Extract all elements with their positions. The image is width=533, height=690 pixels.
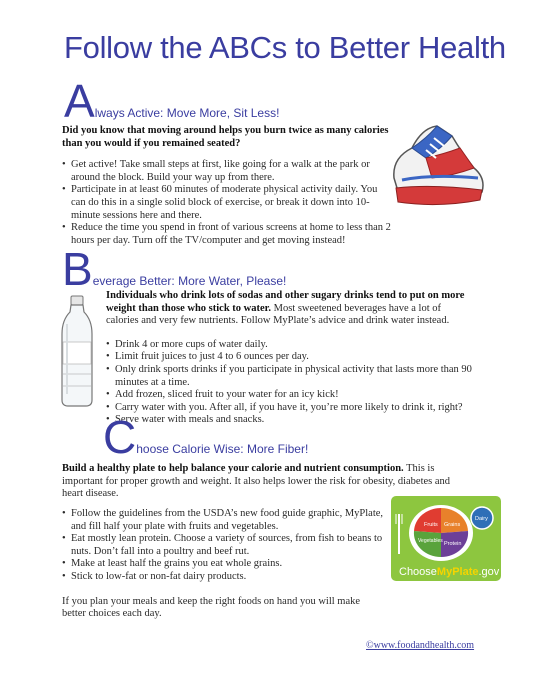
list-item: • Serve water with meals and snacks. xyxy=(106,414,476,427)
footer-copyright-link[interactable]: ©www.foodandhealth.com xyxy=(366,640,475,651)
list-item: • Limit fruit juices to just 4 to 6 ounces per day. xyxy=(106,351,476,364)
section-b-letter: B xyxy=(62,243,93,295)
section-c-body xyxy=(62,508,384,621)
section-b-intro-rest: Most sweetened beverages have a lot of calories and very few nutrients. Follow MyPlate’s advice and drink water instead. xyxy=(106,302,450,327)
section-b-body xyxy=(106,290,476,427)
section-a-heading-text: lways Active: Move More, Sit Less! xyxy=(94,106,280,120)
section-c-closing: If you plan your meals and keep the right foods on hand you will make better choices each day. xyxy=(62,595,361,620)
list-item: • Eat mostly lean protein. Choose a variety of sources, from fish to beans to nuts. Don’t fall into a poultry and beef rut. xyxy=(62,533,384,558)
section-b-heading-text: everage Better: More Water, Please! xyxy=(92,274,287,288)
myplate-brand-text: MyPlate xyxy=(436,566,479,578)
sneaker-icon xyxy=(382,118,492,210)
section-c-intro-rest: This is important for proper growth and weight. It also helps lower the risk for obesity, diabetes and heart disease. xyxy=(62,463,451,500)
section-b-heading xyxy=(62,243,287,295)
section-a-list xyxy=(62,159,392,247)
list-item: • Reduce the time you spend in front of various screens at home to less than 2 hours per day. Turn off the TV/computer and get moving instead! xyxy=(62,222,392,247)
myplate-fruits-label: Fruits xyxy=(424,522,438,528)
list-item: • Follow the guidelines from the USDA’s new food guide graphic, MyPlate, and fill half your plate with fruits and vegetables. xyxy=(62,508,384,533)
myplate-suffix-text: .gov xyxy=(478,566,500,578)
section-a-heading xyxy=(64,75,280,127)
myplate-logo-icon xyxy=(391,496,501,581)
section-c-list xyxy=(62,508,384,584)
list-item: • Carry water with you. After all, if you have it, you’re more likely to drink it, right? xyxy=(106,402,476,415)
water-bottle-icon xyxy=(58,294,96,409)
section-b-intro-bold: Individuals who drink lots of sodas and other sugary drinks tend to put on more weight than those who stick to water. xyxy=(106,290,465,314)
myplate-vegetables-label: Vegetables xyxy=(418,538,443,544)
page-title: Follow the ABCs to Better Health xyxy=(64,30,506,65)
myplate-dairy-label: Dairy xyxy=(475,516,488,522)
list-item: • Drink 4 or more cups of water daily. xyxy=(106,339,476,352)
myplate-grains-label: Grains xyxy=(444,522,461,528)
myplate-choose-text: Choose xyxy=(399,566,437,578)
list-item: • Only drink sports drinks if you participate in physical activity that lasts more than 90 minutes at a time. xyxy=(106,364,476,389)
section-a-letter: A xyxy=(64,75,95,127)
section-c-letter: C xyxy=(103,411,137,463)
list-item: • Add frozen, sliced fruit to your water for an icy kick! xyxy=(106,389,476,402)
section-a-intro: Did you know that moving around helps you burn twice as many calories than you would if you remained seated? xyxy=(62,125,389,149)
list-item: • Get active! Take small steps at first, like going for a walk at the park or around the block. Build your way up from there. xyxy=(62,159,392,184)
section-c-heading-text: hoose Calorie Wise: More Fiber! xyxy=(136,442,309,456)
list-item: • Participate in at least 60 minutes of moderate physical activity daily. You can do this in a single solid block of exercise, or break it down into 10-minute sessions here and there. xyxy=(62,184,392,222)
myplate-protein-label: Protein xyxy=(444,541,462,547)
list-item: • Stick to low-fat or non-fat dairy products. xyxy=(62,571,384,584)
section-c-heading xyxy=(103,411,309,463)
section-a-body xyxy=(62,125,392,247)
footer-copyright[interactable] xyxy=(366,640,474,651)
list-item: • Make at least half the grains you eat whole grains. xyxy=(62,558,384,571)
svg-text:ChooseMyPlate.gov xyxy=(399,566,500,578)
section-c-intro-bold: Build a healthy plate to help balance your calorie and nutrient consumption. xyxy=(62,463,404,474)
